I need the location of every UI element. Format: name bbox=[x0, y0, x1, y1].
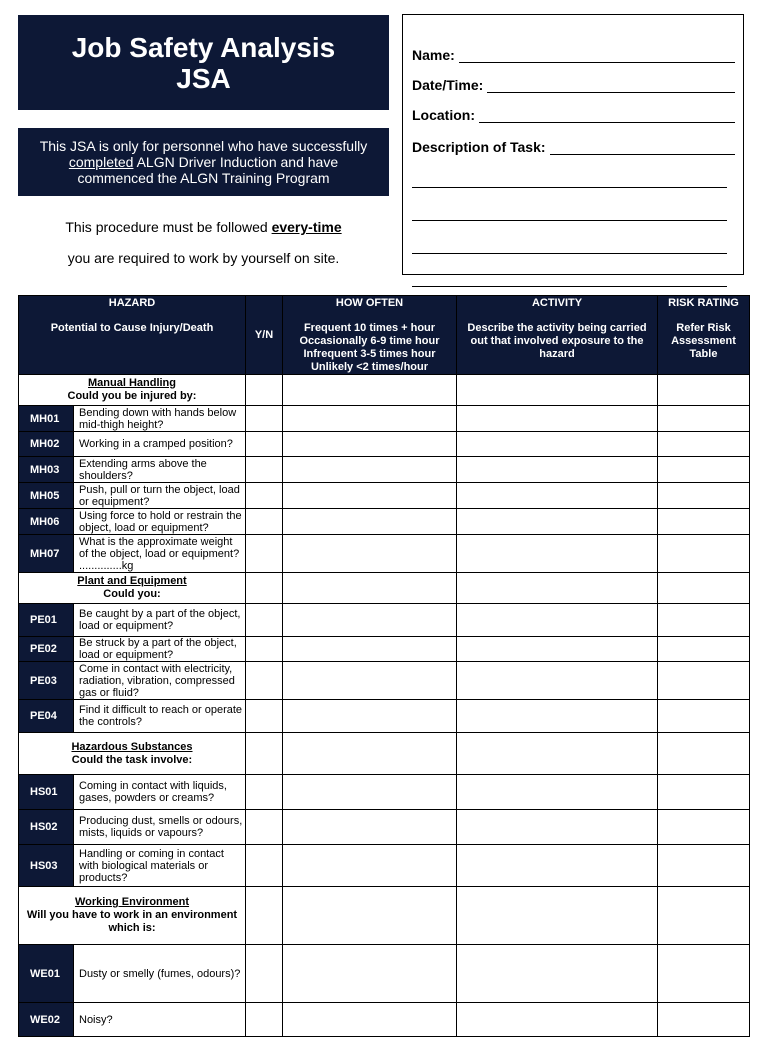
location-label: Location: bbox=[412, 107, 475, 123]
how-often-cell[interactable] bbox=[283, 1003, 457, 1037]
hazard-code: MH07 bbox=[19, 535, 74, 573]
section-header-blank-cell bbox=[457, 733, 658, 775]
how-often-cell[interactable] bbox=[283, 945, 457, 1003]
description-line-3[interactable] bbox=[412, 221, 727, 254]
activity-cell[interactable] bbox=[457, 637, 658, 662]
hazard-description: Dusty or smelly (fumes, odours)? bbox=[74, 945, 246, 1003]
activity-cell[interactable] bbox=[457, 662, 658, 700]
how-often-cell[interactable] bbox=[283, 457, 457, 483]
section-subtitle: Could you be injured by: bbox=[67, 390, 197, 402]
how-often-cell[interactable] bbox=[283, 775, 457, 810]
activity-cell[interactable] bbox=[457, 432, 658, 457]
activity-cell[interactable] bbox=[457, 775, 658, 810]
activity-cell[interactable] bbox=[457, 406, 658, 432]
activity-cell[interactable] bbox=[457, 535, 658, 573]
procedure-emphasis: every-time bbox=[271, 219, 342, 235]
yn-cell[interactable] bbox=[246, 810, 283, 845]
yn-cell[interactable] bbox=[246, 604, 283, 637]
table-row bbox=[19, 483, 750, 509]
hazard-code: PE01 bbox=[19, 604, 74, 637]
risk-rating-cell[interactable] bbox=[658, 535, 750, 573]
hazard-code: PE02 bbox=[19, 637, 74, 662]
description-field-row[interactable] bbox=[412, 123, 735, 155]
risk-rating-cell[interactable] bbox=[658, 406, 750, 432]
how-often-cell[interactable] bbox=[283, 535, 457, 573]
hazard-description: Come in contact with electricity, radiation, vibration, compressed gas or fluid? bbox=[74, 662, 246, 700]
section-header-working-environment bbox=[19, 887, 750, 945]
activity-cell[interactable] bbox=[457, 700, 658, 733]
risk-rating-cell[interactable] bbox=[658, 662, 750, 700]
name-field-row[interactable] bbox=[412, 33, 735, 63]
section-header-blank-cell bbox=[457, 573, 658, 604]
section-header-blank-cell bbox=[658, 573, 750, 604]
hazard-code: MH05 bbox=[19, 483, 74, 509]
description-line-2[interactable] bbox=[412, 188, 727, 221]
how-often-column-subtitle: Frequent 10 times + hour Occasionally 6-9 time hour Infrequent 3-5 times hour Unlikely <2 times/hour bbox=[299, 322, 440, 373]
table-row bbox=[19, 700, 750, 733]
how-often-cell[interactable] bbox=[283, 637, 457, 662]
document-title-line2: JSA bbox=[176, 62, 231, 94]
section-header-manual-handling bbox=[19, 375, 750, 406]
hazard-code: PE03 bbox=[19, 662, 74, 700]
activity-cell[interactable] bbox=[457, 1003, 658, 1037]
table-row bbox=[19, 604, 750, 637]
yn-cell[interactable] bbox=[246, 432, 283, 457]
activity-cell[interactable] bbox=[457, 810, 658, 845]
risk-rating-column-subtitle: Refer Risk Assessment Table bbox=[671, 322, 736, 360]
section-header-blank-cell bbox=[658, 887, 750, 945]
section-title: Working Environment bbox=[74, 896, 190, 908]
hazard-description: Producing dust, smells or odours, mists, liquids or vapours? bbox=[74, 810, 246, 845]
document-title-line1: Job Safety Analysis bbox=[71, 31, 336, 63]
section-header-blank-cell bbox=[457, 375, 658, 406]
table-row bbox=[19, 535, 750, 573]
risk-rating-cell[interactable] bbox=[658, 810, 750, 845]
yn-cell[interactable] bbox=[246, 775, 283, 810]
yn-cell[interactable] bbox=[246, 483, 283, 509]
risk-rating-column-header bbox=[658, 296, 750, 375]
procedure-line-2: you are required to work by yourself on site. bbox=[67, 250, 340, 266]
how-often-cell[interactable] bbox=[283, 604, 457, 637]
risk-rating-cell[interactable] bbox=[658, 483, 750, 509]
risk-rating-column-title: RISK RATING bbox=[668, 297, 739, 309]
section-header-blank-cell bbox=[283, 573, 457, 604]
name-label: Name: bbox=[412, 47, 455, 63]
section-header-blank-cell bbox=[457, 887, 658, 945]
yn-column-header: Y/N bbox=[246, 296, 283, 375]
location-field-row[interactable] bbox=[412, 93, 735, 123]
yn-cell[interactable] bbox=[246, 700, 283, 733]
description-field-line[interactable] bbox=[550, 140, 735, 155]
section-header-plant-equipment bbox=[19, 573, 750, 604]
yn-cell[interactable] bbox=[246, 945, 283, 1003]
activity-cell[interactable] bbox=[457, 945, 658, 1003]
section-title: Hazardous Substances bbox=[71, 740, 193, 753]
risk-rating-cell[interactable] bbox=[658, 432, 750, 457]
yn-cell[interactable] bbox=[246, 509, 283, 535]
how-often-cell[interactable] bbox=[283, 810, 457, 845]
yn-cell[interactable] bbox=[246, 535, 283, 573]
section-header-hazardous-substances bbox=[19, 733, 750, 775]
hazard-description: What is the approximate weight of the object, load or equipment? ..............kg bbox=[74, 535, 246, 573]
title-banner bbox=[18, 15, 389, 110]
yn-cell[interactable] bbox=[246, 637, 283, 662]
risk-rating-cell[interactable] bbox=[658, 775, 750, 810]
risk-rating-cell[interactable] bbox=[658, 845, 750, 887]
task-info-box bbox=[402, 14, 744, 275]
hazard-column-header bbox=[19, 296, 246, 375]
hazard-code: WE02 bbox=[19, 1003, 74, 1037]
section-title-cell bbox=[19, 733, 246, 775]
how-often-cell[interactable] bbox=[283, 406, 457, 432]
yn-cell[interactable] bbox=[246, 406, 283, 432]
section-header-blank-cell bbox=[283, 375, 457, 406]
section-header-blank-cell bbox=[658, 375, 750, 406]
eligibility-notice bbox=[18, 128, 389, 196]
hazard-description: Coming in contact with liquids, gases, powders or creams? bbox=[74, 775, 246, 810]
activity-cell[interactable] bbox=[457, 457, 658, 483]
section-header-blank-cell bbox=[246, 887, 283, 945]
table-row bbox=[19, 775, 750, 810]
activity-column-title: ACTIVITY bbox=[531, 297, 583, 309]
activity-column-subtitle: Describe the activity being carried out that involved exposure to the hazard bbox=[467, 322, 647, 360]
section-subtitle: Could you: bbox=[103, 588, 161, 600]
how-often-cell[interactable] bbox=[283, 432, 457, 457]
hazard-description: Be struck by a part of the object, load or equipment? bbox=[74, 637, 246, 662]
jsa-table-body bbox=[19, 375, 750, 1037]
hazard-description: Noisy? bbox=[74, 1003, 246, 1037]
hazard-description: Push, pull or turn the object, load or equipment? bbox=[74, 483, 246, 509]
risk-rating-cell[interactable] bbox=[658, 700, 750, 733]
table-row bbox=[19, 845, 750, 887]
table-row bbox=[19, 1003, 750, 1037]
hazard-code: HS02 bbox=[19, 810, 74, 845]
hazard-column-title: HAZARD bbox=[108, 297, 156, 309]
hazard-description: Extending arms above the shoulders? bbox=[74, 457, 246, 483]
section-title-cell bbox=[19, 887, 246, 945]
section-header-blank-cell bbox=[283, 887, 457, 945]
section-subtitle: Will you have to work in an environment which is: bbox=[26, 909, 238, 934]
hazard-description: Handling or coming in contact with biological materials or products? bbox=[74, 845, 246, 887]
datetime-field-row[interactable] bbox=[412, 63, 735, 93]
section-header-blank-cell bbox=[283, 733, 457, 775]
description-line-4[interactable] bbox=[412, 254, 727, 287]
table-header-row bbox=[19, 296, 750, 375]
procedure-text: This procedure must be followed bbox=[65, 219, 268, 235]
hazard-description: Using force to hold or restrain the object, load or equipment? bbox=[74, 509, 246, 535]
table-row bbox=[19, 457, 750, 483]
section-title-cell bbox=[19, 573, 246, 604]
risk-rating-cell[interactable] bbox=[658, 457, 750, 483]
yn-cell[interactable] bbox=[246, 845, 283, 887]
hazard-code: MH03 bbox=[19, 457, 74, 483]
jsa-table bbox=[18, 295, 750, 1037]
activity-column-header bbox=[457, 296, 658, 375]
risk-rating-cell[interactable] bbox=[658, 509, 750, 535]
section-title: Manual Handling bbox=[88, 377, 176, 389]
location-field-line[interactable] bbox=[479, 108, 735, 123]
hazard-code: HS01 bbox=[19, 775, 74, 810]
how-often-cell[interactable] bbox=[283, 483, 457, 509]
yn-cell[interactable] bbox=[246, 457, 283, 483]
section-title: Plant and Equipment bbox=[77, 575, 187, 587]
section-header-blank-cell bbox=[246, 375, 283, 406]
how-often-cell[interactable] bbox=[283, 662, 457, 700]
notice-text-underlined: completed bbox=[68, 154, 134, 170]
hazard-code: WE01 bbox=[19, 945, 74, 1003]
table-row bbox=[19, 406, 750, 432]
name-field-line[interactable] bbox=[459, 48, 735, 63]
hazard-code: MH01 bbox=[19, 406, 74, 432]
hazard-description: Bending down with hands below mid-thigh height? bbox=[74, 406, 246, 432]
hazard-code: MH02 bbox=[19, 432, 74, 457]
section-title-cell bbox=[19, 375, 246, 406]
datetime-label: Date/Time: bbox=[412, 77, 484, 93]
hazard-code: PE04 bbox=[19, 700, 74, 733]
risk-rating-cell[interactable] bbox=[658, 604, 750, 637]
section-header-blank-cell bbox=[246, 733, 283, 775]
hazard-description: Find it difficult to reach or operate the controls? bbox=[74, 700, 246, 733]
how-often-cell[interactable] bbox=[283, 700, 457, 733]
hazard-description: Working in a cramped position? bbox=[74, 432, 246, 457]
hazard-code: HS03 bbox=[19, 845, 74, 887]
yn-cell[interactable] bbox=[246, 1003, 283, 1037]
how-often-cell[interactable] bbox=[283, 845, 457, 887]
notice-text-2: ALGN Driver Induction and have commenced the ALGN Training Program bbox=[77, 154, 339, 186]
activity-cell[interactable] bbox=[457, 604, 658, 637]
section-header-blank-cell bbox=[246, 573, 283, 604]
risk-rating-cell[interactable] bbox=[658, 1003, 750, 1037]
how-often-cell[interactable] bbox=[283, 509, 457, 535]
table-row bbox=[19, 637, 750, 662]
table-row bbox=[19, 662, 750, 700]
table-row bbox=[19, 509, 750, 535]
yn-cell[interactable] bbox=[246, 662, 283, 700]
section-subtitle: Could the task involve: bbox=[71, 753, 193, 766]
hazard-column-subtitle: Potential to Cause Injury/Death bbox=[50, 322, 214, 334]
procedure-line-1 bbox=[18, 219, 389, 235]
activity-cell[interactable] bbox=[457, 845, 658, 887]
description-label: Description of Task: bbox=[412, 139, 546, 155]
activity-cell[interactable] bbox=[457, 483, 658, 509]
risk-rating-cell[interactable] bbox=[658, 637, 750, 662]
activity-cell[interactable] bbox=[457, 509, 658, 535]
risk-rating-cell[interactable] bbox=[658, 945, 750, 1003]
table-row bbox=[19, 945, 750, 1003]
table-row bbox=[19, 810, 750, 845]
section-header-blank-cell bbox=[658, 733, 750, 775]
description-line-1[interactable] bbox=[412, 155, 727, 188]
datetime-field-line[interactable] bbox=[487, 78, 735, 93]
hazard-code: MH06 bbox=[19, 509, 74, 535]
how-often-column-header bbox=[283, 296, 457, 375]
notice-text-1: This JSA is only for personnel who have successfully bbox=[39, 138, 368, 154]
how-often-column-title: HOW OFTEN bbox=[335, 297, 404, 309]
hazard-description: Be caught by a part of the object, load or equipment? bbox=[74, 604, 246, 637]
table-row bbox=[19, 432, 750, 457]
